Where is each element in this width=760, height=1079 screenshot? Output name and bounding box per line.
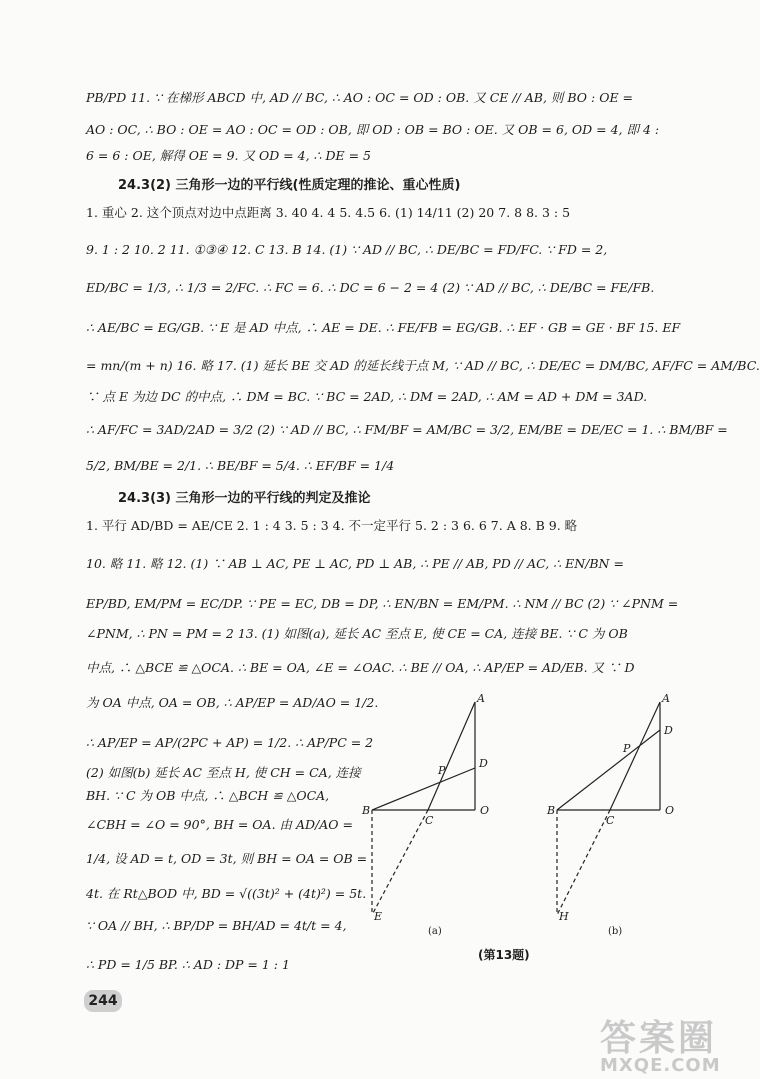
watermark-text: 答案圈 — [600, 1018, 718, 1059]
segment-ac — [610, 702, 660, 810]
text-line: ∴ AE/BC = EG/GB. ∵ E 是 AD 中点, ∴ AE = DE. ∴ FE/FB = EG/GB. ∴ EF · GB = GE · BF 15. EF — [86, 320, 681, 335]
text-line: 6 = 6 : OE, 解得 OE = 9. 又 OD = 4, ∴ DE = 5 — [86, 148, 371, 163]
text-line: ∴ AP/EP = AP/(2PC + AP) = 1/2. ∴ AP/PC = 2 — [86, 735, 374, 750]
figure-caption: (第13题) — [478, 948, 530, 962]
label-d: D — [664, 724, 673, 737]
text-line: 4t. 在 Rt△BOD 中, BD = √((3t)² + (4t)²) = 5t. — [86, 886, 367, 901]
text-line: 1/4, 设 AD = t, OD = 3t, 则 BH = OA = OB = — [86, 851, 368, 866]
section-heading: 24.3(3) 三角形一边的平行线的判定及推论 — [118, 491, 371, 506]
text-line: (2) 如图(b) 延长 AC 至点 H, 使 CH = CA, 连接 — [86, 765, 361, 780]
text-line: 1. 平行 AD/BD = AE/CE 2. 1 : 4 3. 5 : 3 4. 不一定平行 5. 2 : 3 6. 6 7. A 8. B 9. 略 — [86, 518, 578, 533]
page-number: 244 — [84, 990, 122, 1012]
label-p: P — [438, 764, 446, 777]
figure-b — [557, 702, 660, 915]
text-line: BH. ∵ C 为 OB 中点, ∴ △BCH ≌ △OCA, — [86, 788, 330, 803]
label-h: H — [559, 910, 569, 923]
caption-a: (a) — [428, 926, 442, 937]
text-line: = mn/(m + n) 16. 略 17. (1) 延长 BE 交 AD 的延长线于点 M, ∵ AD // BC, ∴ DE/EC = DM/BC, AF/FC = AM/BC. — [86, 358, 760, 373]
text-line: 9. 1 : 2 10. 2 11. ①③④ 12. C 13. B 14. (1) ∵ AD // BC, ∴ DE/BC = FD/FC. ∵ FD = 2, — [86, 242, 608, 257]
caption-b: (b) — [608, 926, 623, 937]
label-b: B — [362, 804, 371, 817]
segment-bd — [372, 768, 475, 810]
text-line: ED/BC = 1/3, ∴ 1/3 = 2/FC. ∴ FC = 6. ∴ DC = 6 − 2 = 4 (2) ∵ AD // BC, ∴ DE/BC = FE/FB. — [86, 280, 655, 295]
text-line: 10. 略 11. 略 12. (1) ∵ AB ⊥ AC, PE ⊥ AC, PD ⊥ AB, ∴ PE // AB, PD // AC, ∴ EN/BN = — [86, 556, 624, 571]
text-line: ∵ 点 E 为边 DC 的中点, ∴ DM = BC. ∵ BC = 2AD, ∴ DM = 2AD, ∴ AM = AD + DM = 3AD. — [86, 389, 648, 404]
label-a: A — [662, 692, 670, 705]
text-line: 1. 重心 2. 这个顶点对边中点距离 3. 40 4. 4 5. 4.5 6. (1) 14/11 (2) 20 7. 8 8. 3 : 5 — [86, 205, 571, 220]
text-line: EP/BD, EM/PM = EC/DP. ∵ PE = EC, DB = DP, ∴ EN/BN = EM/PM. ∴ NM // BC (2) ∵ ∠PNM = — [86, 596, 679, 611]
segment-ce — [372, 810, 428, 915]
label-b: B — [547, 804, 556, 817]
label-o: O — [665, 804, 675, 817]
watermark — [600, 1010, 750, 1079]
label-e: E — [374, 910, 383, 923]
text-line: AO : OC, ∴ BO : OE = AO : OC = OD : OB, 即 OD : OB = BO : OE. 又 OB = 6, OD = 4, 即 4 : — [86, 122, 660, 137]
section-heading: 24.3(2) 三角形一边的平行线(性质定理的推论、重心性质) — [118, 178, 461, 193]
text-line: ∴ AF/FC = 3AD/2AD = 3/2 (2) ∵ AD // BC, ∴ FM/BF = AM/BC = 3/2, EM/BE = DE/EC = 1. ∴ BM/BF = — [86, 422, 728, 437]
label-p: P — [623, 742, 631, 755]
watermark-url: MXQE.COM — [600, 1055, 721, 1076]
label-a: A — [477, 692, 485, 705]
segment-bd — [557, 730, 660, 810]
label-o: O — [480, 804, 490, 817]
text-line: 中点, ∴ △BCE ≌ △OCA. ∴ BE = OA, ∠E = ∠OAC. ∴ BE // OA, ∴ AP/EP = AD/EB. 又 ∵ D — [86, 660, 635, 675]
text-line: 5/2, BM/BE = 2/1. ∴ BE/BF = 5/4. ∴ EF/BF = 1/4 — [86, 458, 395, 473]
text-line: PB/PD 11. ∵ 在梯形 ABCD 中, AD // BC, ∴ AO : OC = OD : OB. 又 CE // AB, 则 BO : OE = — [86, 90, 634, 105]
text-line: ∠PNM, ∴ PN = PM = 2 13. (1) 如图(a), 延长 AC 至点 E, 使 CE = CA, 连接 BE. ∵ C 为 OB — [86, 626, 628, 641]
segment-ac — [428, 702, 475, 810]
geometry-figure — [360, 690, 690, 960]
segment-ch — [557, 810, 610, 915]
text-line: ∠CBH = ∠O = 90°, BH = OA. 由 AD/AO = — [86, 817, 353, 832]
label-c: C — [606, 814, 615, 827]
text-line: 为 OA 中点, OA = OB, ∴ AP/EP = AD/AO = 1/2. — [86, 695, 379, 710]
text-line: ∵ OA // BH, ∴ BP/DP = BH/AD = 4t/t = 4, — [86, 918, 347, 933]
label-c: C — [425, 814, 434, 827]
label-d: D — [479, 757, 488, 770]
figure-a — [372, 702, 475, 915]
text-line: ∴ PD = 1/5 BP. ∴ AD : DP = 1 : 1 — [86, 957, 290, 972]
